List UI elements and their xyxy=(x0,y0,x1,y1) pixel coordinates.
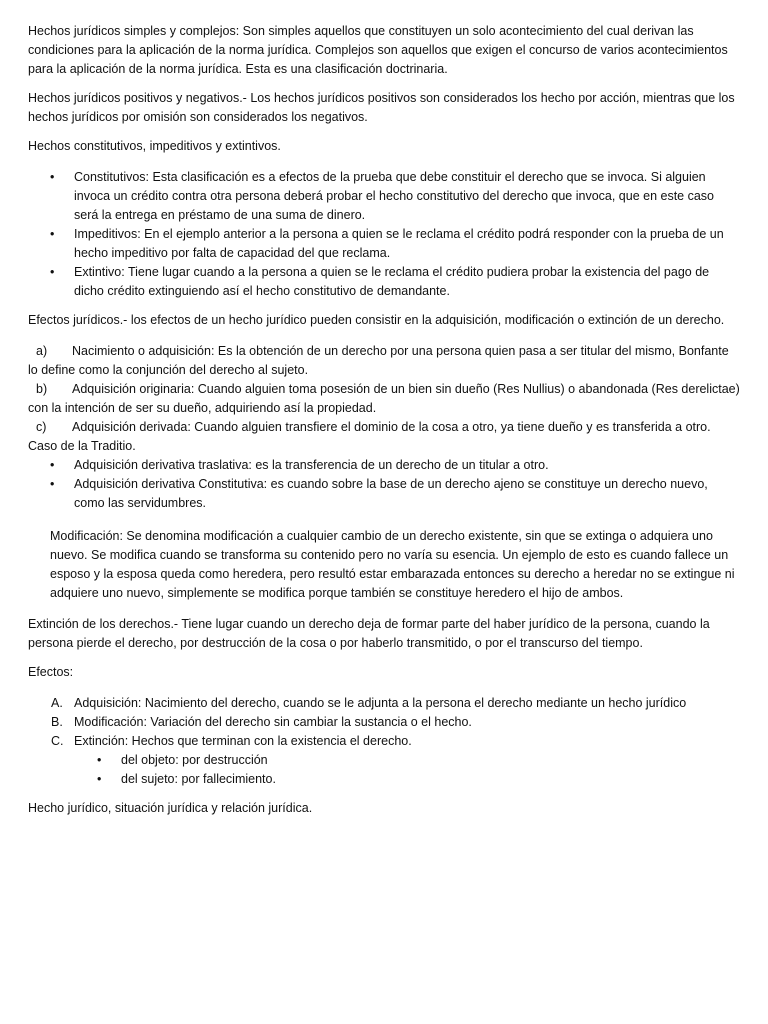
list-marker: a) xyxy=(36,344,48,358)
list-item xyxy=(28,225,740,263)
list-marker: c) xyxy=(36,420,47,434)
bullet-icon: • xyxy=(97,772,102,786)
paragraph-hechos-simples-complejos: Hechos jurídicos simples y complejos: Son simples aquellos que constituyen un solo acontecimiento del cual derivan las condiciones para la aplicación de la norma jurídica. Complejos son aquellos que exigen el concurso de varios acontecimientos para la aplicación de la norma jurídica. Esta es una clasificación doctrinaria. xyxy=(28,24,728,76)
list-item xyxy=(28,263,740,301)
list-item-text: Adquisición derivativa traslativa: es la transferencia de un derecho de un titular a otro. xyxy=(74,458,549,472)
list-item xyxy=(28,770,740,789)
list-item-text: Nacimiento o adquisición: Es la obtención de un derecho por una persona quien pasa a ser titular del mismo, Bonfante lo define como la conjunción del derecho al sujeto. xyxy=(28,344,729,377)
paragraph-efectos-heading: Efectos: xyxy=(28,665,74,679)
list-item-text: Constitutivos: Esta clasificación es a efectos de la prueba que debe constituir el derecho que se invoca. Si alguien invoca un crédito contra otra persona deberá probar el hecho constitutivo del derecho que invoca, que en este caso será la entrega en préstamo de una suma de dinero. xyxy=(74,170,714,222)
bullet-icon: • xyxy=(50,265,55,279)
bullet-icon: • xyxy=(50,170,55,184)
list-marker: C. xyxy=(51,734,64,748)
list-item-text: Extintivo: Tiene lugar cuando a la persona a quien se le reclama el crédito pudiera probar la existencia del pago de dicho crédito extinguiendo así el hecho constitutivo de demandante. xyxy=(74,265,710,298)
list-item xyxy=(28,168,740,225)
bullet-icon: • xyxy=(50,227,55,241)
list-item-text: Adquisición: Nacimiento del derecho, cuando se le adjunta a la persona el derecho mediante un hecho jurídico xyxy=(74,696,687,710)
list-item xyxy=(28,694,740,713)
list-item xyxy=(28,380,740,418)
ordered-list-efectos xyxy=(28,694,740,789)
list-item xyxy=(28,713,740,732)
paragraph-hechos-constitutivos-heading: Hechos constitutivos, impeditivos y extintivos. xyxy=(28,139,281,153)
list-item-text: del objeto: por destrucción xyxy=(121,753,268,767)
list-item-text: del sujeto: por fallecimiento. xyxy=(121,772,276,786)
list-marker: B. xyxy=(51,715,63,729)
paragraph-efectos-juridicos: Efectos jurídicos.- los efectos de un hecho jurídico pueden consistir en la adquisición, modificación o extinción de un derecho. xyxy=(28,313,725,327)
list-item xyxy=(28,732,740,751)
bullet-list-derivativa xyxy=(28,456,740,513)
list-item-text: Adquisición derivada: Cuando alguien transfiere el dominio de la cosa a otro, ya tiene dueño y es transferida a otro. Caso de la Traditio. xyxy=(28,420,711,453)
list-marker: A. xyxy=(51,696,63,710)
list-item xyxy=(28,456,740,475)
list-item xyxy=(28,418,740,456)
list-item xyxy=(28,475,740,513)
alpha-list-adquisicion xyxy=(28,342,740,456)
document-page xyxy=(28,22,740,828)
list-item-text: Modificación: Variación del derecho sin cambiar la sustancia o el hecho. xyxy=(74,715,472,729)
list-item-text: Adquisición originaria: Cuando alguien toma posesión de un bien sin dueño (Res Nullius) o abandonada (Res derelictae) con la intención de ser su dueño, adquiriendo así la propiedad. xyxy=(28,382,740,415)
bullet-icon: • xyxy=(97,753,102,767)
bullet-icon: • xyxy=(50,458,55,472)
bullet-icon: • xyxy=(50,477,55,491)
list-item-text: Impeditivos: En el ejemplo anterior a la persona a quien se le reclama el crédito podrá responder con la prueba de un hecho impeditivo por falta de capacidad del que reclama. xyxy=(74,227,724,260)
list-item xyxy=(28,342,740,380)
paragraph-modificacion: Modificación: Se denomina modificación a cualquier cambio de un derecho existente, sin que se extinga o adquiera uno nuevo. Se modifica cuando se transforma su contenido pero no varía su esencia. Un ejemplo de esto es cuando fallece un esposo y la esposa queda como heredera, pero resultó estar embarazada entonces su derecho a heredar no se extingue ni adquiere uno nuevo, simplemente se modifica porque también se constituye heredero el hijo de ambos. xyxy=(50,529,735,600)
list-item-text: Extinción: Hechos que terminan con la existencia el derecho. xyxy=(74,734,412,748)
list-marker: b) xyxy=(36,382,48,396)
list-item xyxy=(28,751,740,770)
list-item-text: Adquisición derivativa Constitutiva: es cuando sobre la base de un derecho ajeno se constituye un derecho nuevo, como las servidumbres. xyxy=(74,477,708,510)
paragraph-hecho-situacion-relacion: Hecho jurídico, situación jurídica y relación jurídica. xyxy=(28,801,313,815)
paragraph-hechos-positivos-negativos: Hechos jurídicos positivos y negativos.- Los hechos jurídicos positivos son considerados los hecho por acción, mientras que los hechos jurídicos por omisión son considerados los negativos. xyxy=(28,91,735,124)
paragraph-extincion-derechos: Extinción de los derechos.- Tiene lugar cuando un derecho deja de formar parte del haber jurídico de la persona, cuando la persona pierde el derecho, por destrucción de la cosa o por haberlo transmitido, o por el transcurso del tiempo. xyxy=(28,617,710,650)
bullet-list-clasificacion xyxy=(28,168,740,301)
